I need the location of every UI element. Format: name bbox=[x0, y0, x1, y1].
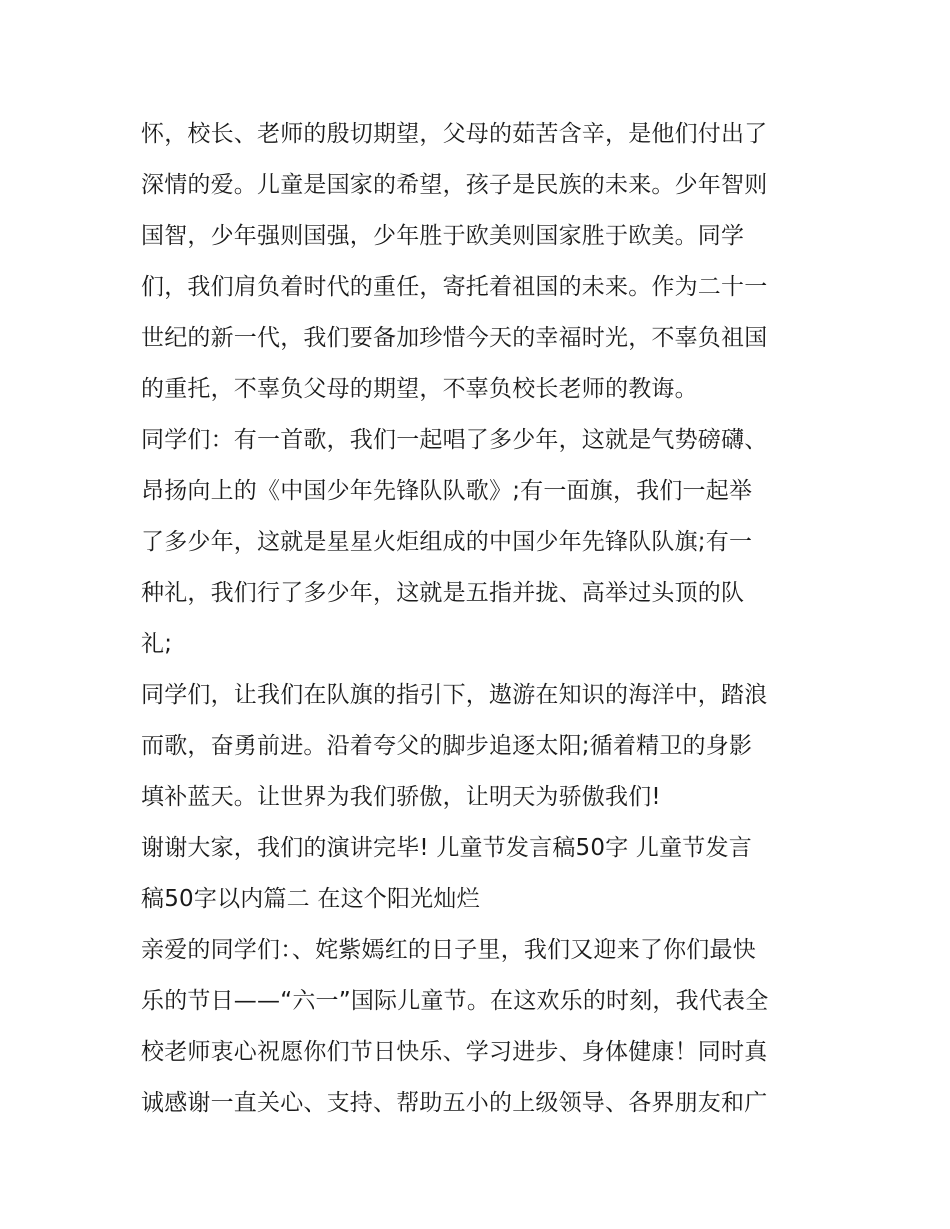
text-line: 亲爱的同学们：、姹紫嫣红的日子里，我们又迎来了你们最快 bbox=[141, 937, 756, 963]
text-line: 世纪的新一代，我们要备加珍惜今天的幸福时光，不辜负祖国 bbox=[141, 325, 768, 351]
body-text bbox=[141, 109, 821, 1129]
text-line: 同学们，让我们在队旗的指引下，遨游在知识的海洋中，踏浪 bbox=[141, 682, 768, 708]
text-line: 同学们：有一首歌，我们一起唱了多少年，这就是气势磅礴、 bbox=[141, 427, 768, 453]
text-line: 而歌，奋勇前进。沿着夸父的脚步追逐太阳;循着精卫的身影 bbox=[141, 733, 753, 759]
text-line: 们，我们肩负着时代的重任，寄托着祖国的未来。作为二十一 bbox=[141, 274, 768, 300]
text-line: 怀，校长、老师的殷切期望，父母的茹苦含辛，是他们付出了 bbox=[141, 121, 768, 147]
text-line: 种礼，我们行了多少年，这就是五指并拢、高举过头顶的队 bbox=[141, 580, 745, 606]
text-line: 国智，少年强则国强，少年胜于欧美则国家胜于欧美。同学 bbox=[141, 223, 745, 249]
text-line: 礼; bbox=[141, 631, 173, 657]
text-line: 乐的节日——“六一”国际儿童节。在这欢乐的时刻，我代表全 bbox=[141, 988, 769, 1014]
text-line: 深情的爱。儿童是国家的希望，孩子是民族的未来。少年智则 bbox=[141, 172, 768, 198]
text-line: 诚感谢一直关心、支持、帮助五小的上级领导、各界朋友和广 bbox=[141, 1090, 768, 1116]
text-line: 填补蓝天。让世界为我们骄傲，让明天为骄傲我们! bbox=[141, 784, 661, 810]
text-line: 稿50字以内篇二 在这个阳光灿烂 bbox=[141, 886, 480, 912]
text-line: 谢谢大家，我们的演讲完毕! 儿童节发言稿50字 儿童节发言 bbox=[141, 835, 752, 861]
text-line: 校老师衷心祝愿你们节日快乐、学习进步、身体健康！同时真 bbox=[141, 1039, 768, 1065]
text-line: 的重托，不辜负父母的期望，不辜负校长老师的教诲。 bbox=[141, 376, 698, 402]
text-line: 了多少年，这就是星星火炬组成的中国少年先锋队队旗;有一 bbox=[141, 529, 753, 555]
text-line: 昂扬向上的《中国少年先锋队队歌》;有一面旗，我们一起举 bbox=[141, 478, 753, 504]
